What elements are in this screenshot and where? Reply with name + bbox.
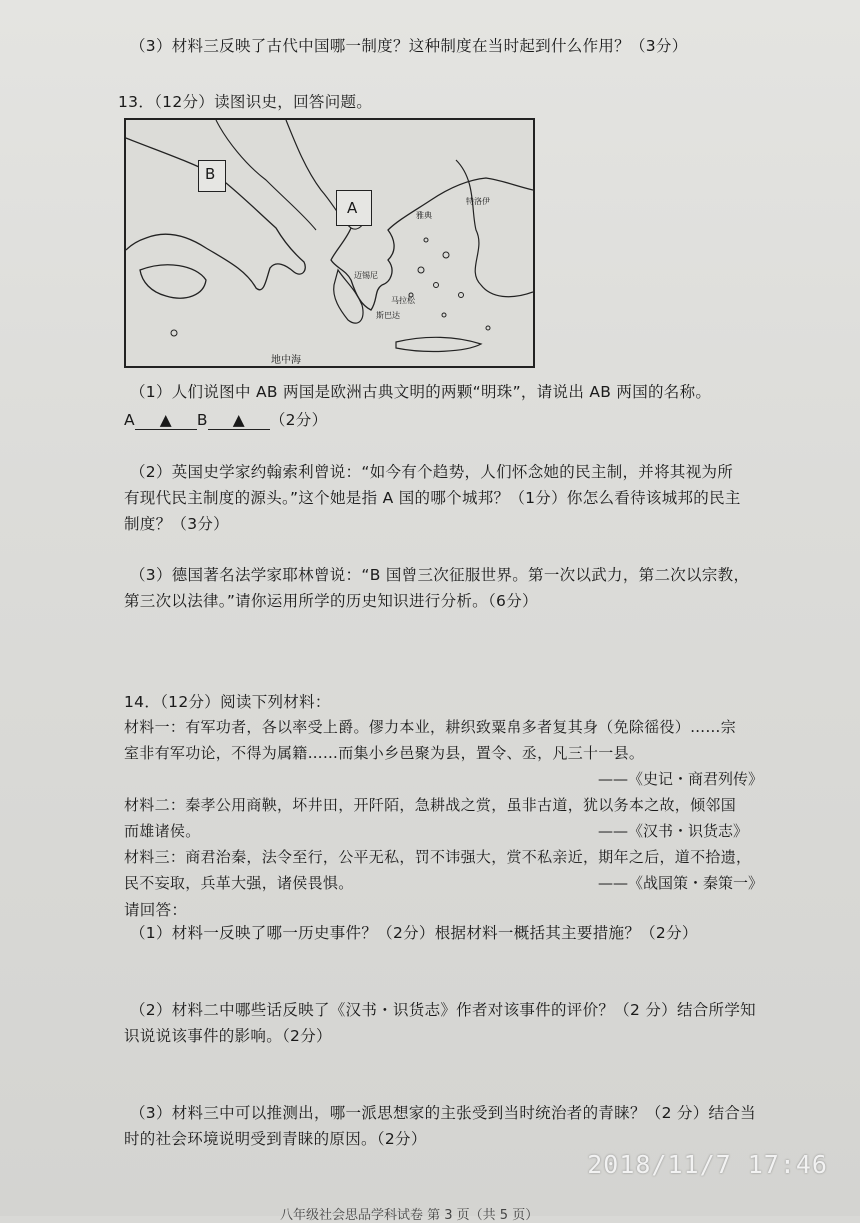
label-b: B xyxy=(205,165,216,183)
q14-ask: 请回答： xyxy=(124,901,188,919)
mark-b: ▲ xyxy=(232,411,245,429)
q14-material1-line1: 材料一：有军功者，各以率受上爵。僇力本业，耕织致粟帛多者复其身（免除徭役）……宗 xyxy=(124,718,737,736)
q13-part3-line1: （3）德国著名法学家耶林曾说：“B 国曾三次征服世界。第一次以武力，第二次以宗教， xyxy=(130,566,750,584)
place-troy: 特洛伊 xyxy=(466,197,490,206)
q14-material3-source: ——《战国策・秦策一》 xyxy=(598,874,764,892)
q13-answer-line xyxy=(124,408,327,430)
q14-material2-line1: 材料二：秦孝公用商鞅，坏井田，开阡陌，急耕战之赏，虽非古道，犹以务本之故，倾邻国 xyxy=(124,796,737,814)
blank-b-label: B xyxy=(196,411,208,429)
label-box-b xyxy=(198,160,226,192)
sea-label: 地中海 xyxy=(271,355,301,366)
photo-timestamp: 2018/11/7 17:46 xyxy=(587,1150,828,1179)
q14-part2-line1: （2）材料二中哪些话反映了《汉书・识货志》作者对该事件的评价？（2 分）结合所学知 xyxy=(130,1001,756,1019)
blank-b[interactable] xyxy=(208,411,270,430)
place-mycenae: 迈锡尼 xyxy=(354,271,378,280)
q14-material3-line1: 材料三：商君治秦，法令至行，公平无私，罚不讳强大，赏不私亲近，期年之后，道不拾遗， xyxy=(124,848,752,866)
q14-part3-line1: （3）材料三中可以推测出，哪一派思想家的主张受到当时统治者的青睐？（2 分）结合当 xyxy=(130,1104,756,1122)
q14-material1-source: ——《史记・商君列传》 xyxy=(598,770,764,788)
label-box-a xyxy=(336,190,372,226)
q14-part3-line2: 时的社会环境说明受到青睐的原因。（2分） xyxy=(124,1130,427,1148)
page-footer: 八年级社会思品学科试卷 第 3 页（共 5 页） xyxy=(280,1208,539,1223)
q13-title: 13．（12分）读图识史，回答问题。 xyxy=(118,93,373,111)
place-marathon: 马拉松 xyxy=(391,296,415,305)
q12-part3: （3）材料三反映了古代中国哪一制度？这种制度在当时起到什么作用？（3分） xyxy=(130,37,688,55)
blank-a[interactable] xyxy=(135,411,197,430)
q14-title: 14．（12分）阅读下列材料： xyxy=(124,693,331,711)
q13-part2-line2: 有现代民主制度的源头。”这个她是指 A 国的哪个城邦？（1分）你怎么看待该城邦的民主 xyxy=(124,489,741,507)
q14-material2-line2: 而雄诸侯。 xyxy=(124,822,201,840)
score-label: （2分） xyxy=(269,411,328,429)
map-figure xyxy=(124,118,535,368)
q14-part1: （1）材料一反映了哪一历史事件？（2分）根据材料一概括其主要措施？（2分） xyxy=(130,924,698,942)
q14-material3-line2: 民不妄取，兵革大强，诸侯畏惧。 xyxy=(124,874,354,892)
q13-part2-line3: 制度？（3分） xyxy=(124,515,229,533)
q14-material1-line2: 室非有军功论，不得为属籍……而集小乡邑聚为县，置令、丞，凡三十一县。 xyxy=(124,744,645,762)
q13-part1: （1）人们说图中 AB 两国是欧洲古典文明的两颗“明珠”，请说出 AB 两国的名称。 xyxy=(130,383,712,401)
q14-part2-line2: 识说说该事件的影响。（2分） xyxy=(124,1027,332,1045)
q14-material2-source: ——《汉书・识货志》 xyxy=(598,822,749,840)
place-athens: 雅典 xyxy=(416,211,432,220)
blank-a-label: A xyxy=(124,411,135,429)
q13-part3-line2: 第三次以法律。”请你运用所学的历史知识进行分析。（6分） xyxy=(124,592,538,610)
label-a: A xyxy=(347,199,358,217)
q13-part2-line1: （2）英国史学家约翰索利曾说：“如今有个趋势，人们怀念她的民主制，并将其视为所 xyxy=(130,463,734,481)
place-sparta: 斯巴达 xyxy=(376,311,400,320)
mark-a: ▲ xyxy=(159,411,173,429)
map-drawing xyxy=(126,120,533,366)
